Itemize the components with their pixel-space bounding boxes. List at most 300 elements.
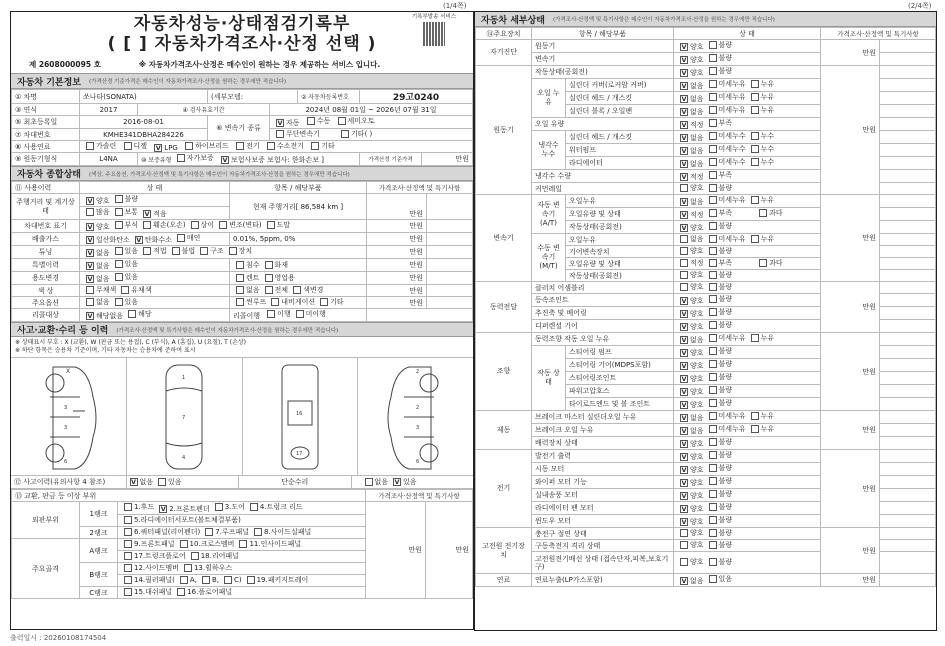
- checkbox-part-19[interactable]: [247, 576, 255, 584]
- checkbox-part-7[interactable]: [205, 528, 213, 536]
- checkbox[interactable]: V: [681, 56, 687, 64]
- price-unit: 만원: [821, 40, 880, 66]
- note-cell[interactable]: [880, 463, 936, 476]
- checkbox[interactable]: [709, 209, 717, 217]
- checkbox-accident-none[interactable]: V: [130, 478, 137, 486]
- price-unit: 만원: [821, 411, 880, 450]
- checkbox[interactable]: [265, 274, 273, 282]
- status-options: V 없음 미세누유 누유: [674, 424, 821, 437]
- section-accident-history: 사고·교환·수리 등 이력 (가격조사·산정액 및 특기사항은 매수인이 자동차가격조사·산정을 원하는 경우에만 적습니다): [11, 322, 473, 337]
- checkbox[interactable]: [680, 529, 688, 537]
- checkbox[interactable]: [709, 575, 717, 583]
- checkbox[interactable]: [709, 516, 717, 524]
- note-cell[interactable]: [880, 258, 936, 270]
- checkbox[interactable]: V: [681, 69, 687, 77]
- checkbox[interactable]: [751, 106, 759, 114]
- checkbox-mileage-high[interactable]: [86, 208, 94, 216]
- checkbox[interactable]: [709, 283, 717, 291]
- checkbox[interactable]: [229, 247, 237, 255]
- note-cell[interactable]: [880, 183, 936, 195]
- checkbox[interactable]: [115, 260, 123, 268]
- checkbox-mileage-low[interactable]: V: [144, 210, 150, 218]
- checkbox-part-6[interactable]: [124, 528, 132, 536]
- checkbox[interactable]: [709, 451, 717, 459]
- checkbox-trans-other[interactable]: [341, 130, 349, 138]
- checkbox[interactable]: V: [681, 505, 687, 513]
- checkbox[interactable]: [680, 259, 688, 267]
- status-options: V 없음 미세누유 누유: [674, 105, 821, 118]
- checkbox-simple-repair-none[interactable]: [365, 478, 373, 486]
- device-name: 고전원 전기장치: [476, 528, 532, 574]
- note-cell[interactable]: [880, 540, 936, 552]
- note-cell[interactable]: [880, 320, 936, 333]
- checkbox[interactable]: [709, 196, 717, 204]
- checkbox-lpg[interactable]: V: [155, 144, 161, 152]
- title-block: [11, 12, 473, 74]
- checkbox[interactable]: V: [681, 323, 687, 331]
- status-options: V 없음 미세누수 누수: [674, 144, 821, 157]
- status-options: V 양호 불량: [674, 385, 821, 398]
- checkbox[interactable]: [709, 171, 717, 179]
- status-options: 없음 미세누유 누유: [674, 234, 821, 246]
- item-label: 스티어링 기어(MDPS포함): [566, 359, 674, 372]
- checkbox[interactable]: V: [681, 440, 687, 448]
- checkbox[interactable]: [709, 67, 717, 75]
- checkbox[interactable]: [143, 247, 151, 255]
- engine-type: L4NA: [80, 153, 138, 166]
- device-name: 연료: [476, 574, 532, 587]
- svg-text:2: 2: [415, 368, 419, 375]
- checkbox[interactable]: V: [681, 453, 687, 461]
- checkbox[interactable]: V: [681, 492, 687, 500]
- checkbox[interactable]: [709, 360, 717, 368]
- checkbox-hydrogen[interactable]: [267, 142, 275, 150]
- checkbox[interactable]: V: [87, 223, 93, 231]
- checkbox[interactable]: V: [681, 349, 687, 357]
- checkbox-self-warranty[interactable]: [177, 154, 185, 162]
- checkbox[interactable]: V: [681, 147, 687, 155]
- checkbox[interactable]: V: [681, 479, 687, 487]
- checkbox[interactable]: [265, 261, 273, 269]
- checkbox[interactable]: [751, 145, 759, 153]
- note-cell[interactable]: [880, 502, 936, 515]
- checkbox-mileage-normal[interactable]: [115, 208, 123, 216]
- note-cell[interactable]: [880, 118, 936, 131]
- sub-group: 냉각수 누수: [532, 131, 566, 170]
- note-cell[interactable]: [880, 574, 936, 587]
- checkbox[interactable]: V: [681, 297, 687, 305]
- checkbox[interactable]: V: [681, 224, 687, 232]
- checkbox[interactable]: [680, 283, 688, 291]
- checkbox[interactable]: [293, 286, 301, 294]
- item-label: 커먼레일: [532, 183, 674, 195]
- vin: KMHE341DBHA284226: [80, 129, 208, 141]
- status-options: V 없음 미세누유 누유: [674, 92, 821, 105]
- checkbox[interactable]: V: [681, 577, 687, 585]
- checkbox[interactable]: [191, 221, 199, 229]
- checkbox-auto[interactable]: V: [277, 119, 283, 127]
- checkbox[interactable]: [680, 247, 688, 255]
- note-cell[interactable]: [880, 170, 936, 183]
- checkbox[interactable]: V: [87, 262, 93, 270]
- note-cell[interactable]: [880, 437, 936, 450]
- checkbox-part-11[interactable]: [239, 540, 247, 548]
- detail-row: [476, 411, 936, 424]
- checkbox-semi-auto[interactable]: [338, 117, 346, 125]
- checkbox[interactable]: [709, 308, 717, 316]
- checkbox-pillar-c[interactable]: [224, 576, 232, 584]
- checkbox[interactable]: [759, 209, 767, 217]
- checkbox[interactable]: [709, 529, 717, 537]
- checkbox[interactable]: [115, 247, 123, 255]
- checkbox-part-4[interactable]: [250, 503, 258, 511]
- registration-number: 29고0240: [360, 90, 473, 104]
- checkbox[interactable]: [680, 271, 688, 279]
- item-label: 원동기: [532, 40, 674, 53]
- price-unit: 만원: [821, 574, 880, 587]
- checkbox[interactable]: [680, 558, 688, 566]
- price-unit: 만원: [821, 282, 880, 333]
- note-cell[interactable]: [880, 346, 936, 359]
- checkbox[interactable]: [709, 93, 717, 101]
- checkbox[interactable]: [709, 295, 717, 303]
- note-cell[interactable]: [880, 195, 936, 208]
- checkbox[interactable]: V: [681, 43, 687, 51]
- checkbox[interactable]: [709, 158, 717, 166]
- note-cell[interactable]: [880, 450, 936, 463]
- svg-text:3: 3: [64, 404, 68, 411]
- checkbox[interactable]: [236, 261, 244, 269]
- note-cell[interactable]: [880, 53, 936, 66]
- checkbox[interactable]: [709, 235, 717, 243]
- qr-block: [399, 12, 469, 46]
- note-cell[interactable]: [880, 92, 936, 105]
- checkbox[interactable]: V: [681, 173, 687, 181]
- checkbox-odometer-bad[interactable]: [115, 195, 123, 203]
- status-options: V 양호 불량: [674, 294, 821, 307]
- status-options: V 양호 불량: [674, 346, 821, 359]
- item-label: 실린더 헤드 / 개스킷: [566, 131, 674, 144]
- status-options: V 양호 불량: [674, 66, 821, 79]
- note-cell[interactable]: [880, 333, 936, 346]
- fuel-options: 가솔린 디젤 V LPG 하이브리드 전기 수소전기 기타: [80, 141, 473, 153]
- item-label: 배력장치 상태: [532, 437, 674, 450]
- checkbox[interactable]: [709, 558, 717, 566]
- status-options: V 양호 불량: [674, 307, 821, 320]
- checkbox[interactable]: [236, 298, 244, 306]
- checkbox[interactable]: [680, 184, 688, 192]
- note-cell[interactable]: [880, 424, 936, 437]
- checkbox[interactable]: [709, 222, 717, 230]
- checkbox[interactable]: V: [681, 211, 687, 219]
- checkbox-manual[interactable]: [307, 117, 315, 125]
- note-cell[interactable]: [880, 66, 936, 79]
- status-options: 양호 불량: [674, 540, 821, 552]
- checkbox[interactable]: V: [681, 388, 687, 396]
- checkbox[interactable]: [680, 541, 688, 549]
- checkbox-part-14[interactable]: [124, 576, 132, 584]
- checkbox[interactable]: V: [681, 362, 687, 370]
- note-cell[interactable]: [880, 246, 936, 258]
- checkbox-part-17[interactable]: [124, 552, 132, 560]
- checkbox[interactable]: [320, 298, 328, 306]
- checkbox[interactable]: [680, 235, 688, 243]
- item-label: 라디에이터 팬 모터: [532, 502, 674, 515]
- checkbox[interactable]: V: [681, 82, 687, 90]
- checkbox[interactable]: [751, 425, 759, 433]
- checkbox[interactable]: [86, 286, 94, 294]
- checkbox[interactable]: [709, 347, 717, 355]
- detail-row: [476, 450, 936, 463]
- checkbox-accident-yes[interactable]: [158, 478, 166, 486]
- note-cell[interactable]: [880, 398, 936, 411]
- note-cell[interactable]: [880, 131, 936, 144]
- checkbox[interactable]: V: [681, 160, 687, 168]
- checkbox-odometer-good[interactable]: V: [87, 197, 93, 205]
- checkbox[interactable]: [115, 273, 123, 281]
- checkbox[interactable]: [751, 412, 759, 420]
- note-cell[interactable]: [880, 476, 936, 489]
- status-options: V 양호 불량: [674, 320, 821, 333]
- checkbox[interactable]: V: [681, 336, 687, 344]
- checkbox[interactable]: V: [681, 310, 687, 318]
- checkbox[interactable]: [709, 145, 717, 153]
- status-options: 양호 불량: [674, 282, 821, 294]
- checkbox[interactable]: V: [681, 121, 687, 129]
- svg-text:6: 6: [64, 458, 68, 465]
- note-cell[interactable]: [880, 282, 936, 294]
- note-cell[interactable]: [880, 221, 936, 234]
- status-options: 양호 불량: [674, 183, 821, 195]
- checkbox[interactable]: [709, 321, 717, 329]
- checkbox-diesel[interactable]: [124, 142, 132, 150]
- replaced-parts-table: ⑬ 교환, 판금 등 이상 부위 가격조사·산정액 및 특기사항 외판부위 1랭크 1.후드 V 2.프론트펜더 3.도어 4.트렁크 리드 만원 만원 5.라디에이터서포트(볼트체결부품) 2랭크 6.쿼터패널(리어펜더) 7.루프패널 8.사이드실패널 주요골격 A랭크 9.프론트패널 10.크로스멤버 11.인사이드패널 17.트렁크플로어 18.리어패널 B랭크 12.사이드멤버 13.휠하우스 14.필러패널( A, B, C) 19.패키지트레이 C랭크 15.대쉬패널 16.플로어패널: [11, 489, 473, 599]
- checkbox-pillar-b[interactable]: [202, 576, 210, 584]
- note-cell[interactable]: [880, 307, 936, 320]
- checkbox[interactable]: [751, 93, 759, 101]
- emission-values: 0.01%, 5ppm, 0%: [230, 233, 367, 246]
- item-label: 동력조향 작동 오일 누유: [532, 333, 674, 346]
- note-cell[interactable]: [880, 552, 936, 574]
- checkbox[interactable]: [709, 132, 717, 140]
- status-options: V 양호 불량: [674, 515, 821, 528]
- checkbox[interactable]: V: [681, 108, 687, 116]
- checkbox[interactable]: [267, 310, 275, 318]
- svg-text:17: 17: [295, 450, 303, 457]
- checkbox[interactable]: [709, 119, 717, 127]
- checkbox[interactable]: [709, 412, 717, 420]
- device-name: 전기: [476, 450, 532, 528]
- detail-row: [476, 528, 936, 540]
- item-label: 실린더 커버(로커암 커버): [566, 79, 674, 92]
- checkbox[interactable]: [709, 399, 717, 407]
- checkbox-part-18[interactable]: [191, 552, 199, 560]
- checkbox[interactable]: [709, 541, 717, 549]
- checkbox-gasoline[interactable]: [86, 142, 94, 150]
- checkbox[interactable]: [709, 464, 717, 472]
- checkbox[interactable]: [296, 310, 304, 318]
- note-cell[interactable]: [880, 157, 936, 170]
- checkbox[interactable]: [709, 259, 717, 267]
- checkbox-electric[interactable]: [236, 142, 244, 150]
- checkbox[interactable]: [200, 247, 208, 255]
- checkbox[interactable]: [271, 298, 279, 306]
- checkbox[interactable]: [172, 247, 180, 255]
- note-cell[interactable]: [880, 234, 936, 246]
- checkbox-part-16[interactable]: [177, 588, 185, 596]
- checkbox-part-9[interactable]: [124, 540, 132, 548]
- sub-group: 자동 변속기 (A/T): [532, 195, 566, 234]
- note-cell[interactable]: [880, 144, 936, 157]
- checkbox[interactable]: V: [681, 466, 687, 474]
- status-options: 양호 불량: [674, 552, 821, 574]
- car-frame-diagram: [243, 358, 359, 475]
- overall-status-table: ⑪ 사용이력 상 태 항목 / 해당부품 가격조사·산정액 및 특기사항 주행거리 및 계기상태 V 양호 불량 현재 주행거리[ 86,584 km ] 만원 많음 보통 V 적음 차대번호 표기 V 양호 부식 훼손(오손) 상이 변조(변타) 도말 만원 배출가스 V 일산화탄소 V 탄화수소 매연 0.01%, 5ppm, 0% 만원 튜닝 V 없음 있음 적법 불법 구조 장치 만원 특별이력 V 없음 있음 침수 화재 만원 용도변경 V 없음 있음 렌트 영업용 만원 색 상 무채색 유채색 없음 전체 색변경 만원 주요옵션 없음 있음 썬루프 내비게이션 기타 만원 리콜대상 V 해당없음 해당 리콜이행 이행 미이행: [11, 181, 473, 322]
- checkbox-part-12[interactable]: [124, 564, 132, 572]
- item-label: 파워고압호스: [566, 385, 674, 398]
- checkbox-part-3[interactable]: [215, 503, 223, 511]
- note-cell[interactable]: [880, 208, 936, 221]
- checkbox[interactable]: [751, 235, 759, 243]
- qr-code-icon[interactable]: [423, 22, 445, 46]
- checkbox-part-1[interactable]: [124, 503, 132, 511]
- checkbox-part-2[interactable]: V: [160, 505, 166, 513]
- status-options: V 없음 미세누유 누유: [674, 79, 821, 92]
- item-label: 시동 모터: [532, 463, 674, 476]
- note-cell[interactable]: [880, 270, 936, 282]
- note-cell[interactable]: [880, 528, 936, 540]
- symbol-notes: ※ 상태표시 부호 : X (교환), W (판금 또는 용접), C (부식), A (흠집), U (요철), T (손상) ※ 하단 항목은 승용차 기준이며, 기타 자동차는 승용차에 준하여 표시: [11, 337, 473, 358]
- checkbox[interactable]: [267, 221, 275, 229]
- checkbox[interactable]: [121, 286, 129, 294]
- price-unit: 만원: [821, 333, 880, 411]
- note-cell[interactable]: [880, 40, 936, 53]
- checkbox-part-10[interactable]: [180, 540, 188, 548]
- checkbox[interactable]: [751, 80, 759, 88]
- item-label: 오일 유량: [532, 118, 674, 131]
- car-top-diagram: [127, 358, 243, 475]
- checkbox-smoke[interactable]: [177, 234, 185, 242]
- item-label: 작동상태(공회전): [532, 66, 674, 79]
- checkbox[interactable]: V: [681, 401, 687, 409]
- checkbox[interactable]: [709, 247, 717, 255]
- note-cell[interactable]: [880, 105, 936, 118]
- checkbox[interactable]: V: [681, 427, 687, 435]
- item-label: 브레이크 오일 누유: [532, 424, 674, 437]
- page-title: 자동차성능·상태점검기록부: [133, 14, 351, 34]
- checkbox-co[interactable]: V: [87, 236, 93, 244]
- svg-text:3: 3: [415, 424, 419, 431]
- checkbox[interactable]: [709, 41, 717, 49]
- checkbox[interactable]: [219, 221, 227, 229]
- checkbox[interactable]: [86, 298, 94, 306]
- checkbox[interactable]: [709, 80, 717, 88]
- checkbox-insurer-warranty[interactable]: V: [222, 156, 228, 164]
- svg-text:6: 6: [415, 458, 419, 465]
- checkbox[interactable]: [709, 373, 717, 381]
- checkbox[interactable]: V: [87, 275, 93, 283]
- checkbox[interactable]: [759, 259, 767, 267]
- item-label: 오일누유: [566, 195, 674, 208]
- checkbox-hc[interactable]: V: [136, 236, 142, 244]
- item-label: 실린더 블록 / 오일팬: [566, 105, 674, 118]
- page-subtitle: ( [ ] 자동차가격조사·산정 선택 ): [107, 34, 377, 54]
- checkbox[interactable]: V: [681, 414, 687, 422]
- warranty-options: ⑩ 보증유형 자가보증 V 보험사보증 보험사: 한화손보 ]: [138, 153, 360, 166]
- checkbox[interactable]: V: [681, 95, 687, 103]
- checkbox[interactable]: [709, 490, 717, 498]
- checkbox-simple-repair-yes[interactable]: V: [394, 478, 400, 486]
- note-cell[interactable]: [880, 359, 936, 372]
- checkbox[interactable]: [751, 196, 759, 204]
- checkbox-hybrid[interactable]: [185, 142, 193, 150]
- note-cell[interactable]: [880, 411, 936, 424]
- checkbox[interactable]: [709, 271, 717, 279]
- checkbox[interactable]: [128, 310, 136, 318]
- checkbox[interactable]: [709, 386, 717, 394]
- checkbox[interactable]: [751, 132, 759, 140]
- checkbox[interactable]: [236, 274, 244, 282]
- note-cell[interactable]: [880, 372, 936, 385]
- checkbox[interactable]: [709, 503, 717, 511]
- checkbox-part-15[interactable]: [124, 588, 132, 596]
- section-overall-status: 자동차 종합상태 (색상, 주요옵션, 가격조사·산정액 및 특기사항은 매수인이 자동차가격조사·산정을 원하는 경우에만 적습니다): [11, 166, 473, 181]
- checkbox[interactable]: [709, 477, 717, 485]
- checkbox[interactable]: [709, 438, 717, 446]
- checkbox[interactable]: [709, 334, 717, 342]
- checkbox[interactable]: [751, 158, 759, 166]
- checkbox[interactable]: V: [681, 518, 687, 526]
- checkbox[interactable]: V: [681, 198, 687, 206]
- checkbox[interactable]: [709, 54, 717, 62]
- checkbox[interactable]: [265, 286, 273, 294]
- checkbox[interactable]: V: [681, 134, 687, 142]
- current-mileage: 현재 주행거리[ 86,584 km ]: [230, 194, 367, 220]
- note-cell[interactable]: [880, 385, 936, 398]
- item-label: 스티어링 펌프: [566, 346, 674, 359]
- item-label: 스티어링조인트: [566, 372, 674, 385]
- checkbox[interactable]: [709, 425, 717, 433]
- checkbox[interactable]: [709, 184, 717, 192]
- item-label: 디퍼렌셜 기어: [532, 320, 674, 333]
- checkbox-part-5[interactable]: [124, 516, 132, 524]
- status-options: V 양호 불량: [674, 359, 821, 372]
- checkbox[interactable]: V: [681, 375, 687, 383]
- checkbox[interactable]: V: [87, 312, 93, 320]
- checkbox[interactable]: [115, 298, 123, 306]
- note-cell[interactable]: [880, 489, 936, 502]
- checkbox[interactable]: V: [87, 249, 93, 257]
- note-cell[interactable]: [880, 515, 936, 528]
- transmission-options-1: V 자동 수동 세미오토: [270, 116, 473, 129]
- section-detailed-status: 자동차 세부상태 (가격조사·산정액 및 특기사항은 매수인이 자동차가격조사·산정을 원하는 경우에만 적습니다): [475, 12, 936, 27]
- detail-row: [476, 574, 936, 587]
- checkbox[interactable]: [236, 286, 244, 294]
- checkbox-cvt[interactable]: [276, 130, 284, 138]
- checkbox-part-8[interactable]: [254, 528, 262, 536]
- checkbox-part-13[interactable]: [184, 564, 192, 572]
- checkbox[interactable]: [709, 106, 717, 114]
- checkbox-fuel-other[interactable]: [311, 142, 319, 150]
- checkbox[interactable]: [115, 221, 123, 229]
- checkbox-pillar-a[interactable]: [180, 576, 188, 584]
- checkbox[interactable]: [143, 221, 151, 229]
- note-cell[interactable]: [880, 79, 936, 92]
- status-options: 양호 불량: [674, 270, 821, 282]
- device-name: 동력전달: [476, 282, 532, 333]
- note-cell[interactable]: [880, 294, 936, 307]
- checkbox[interactable]: [751, 334, 759, 342]
